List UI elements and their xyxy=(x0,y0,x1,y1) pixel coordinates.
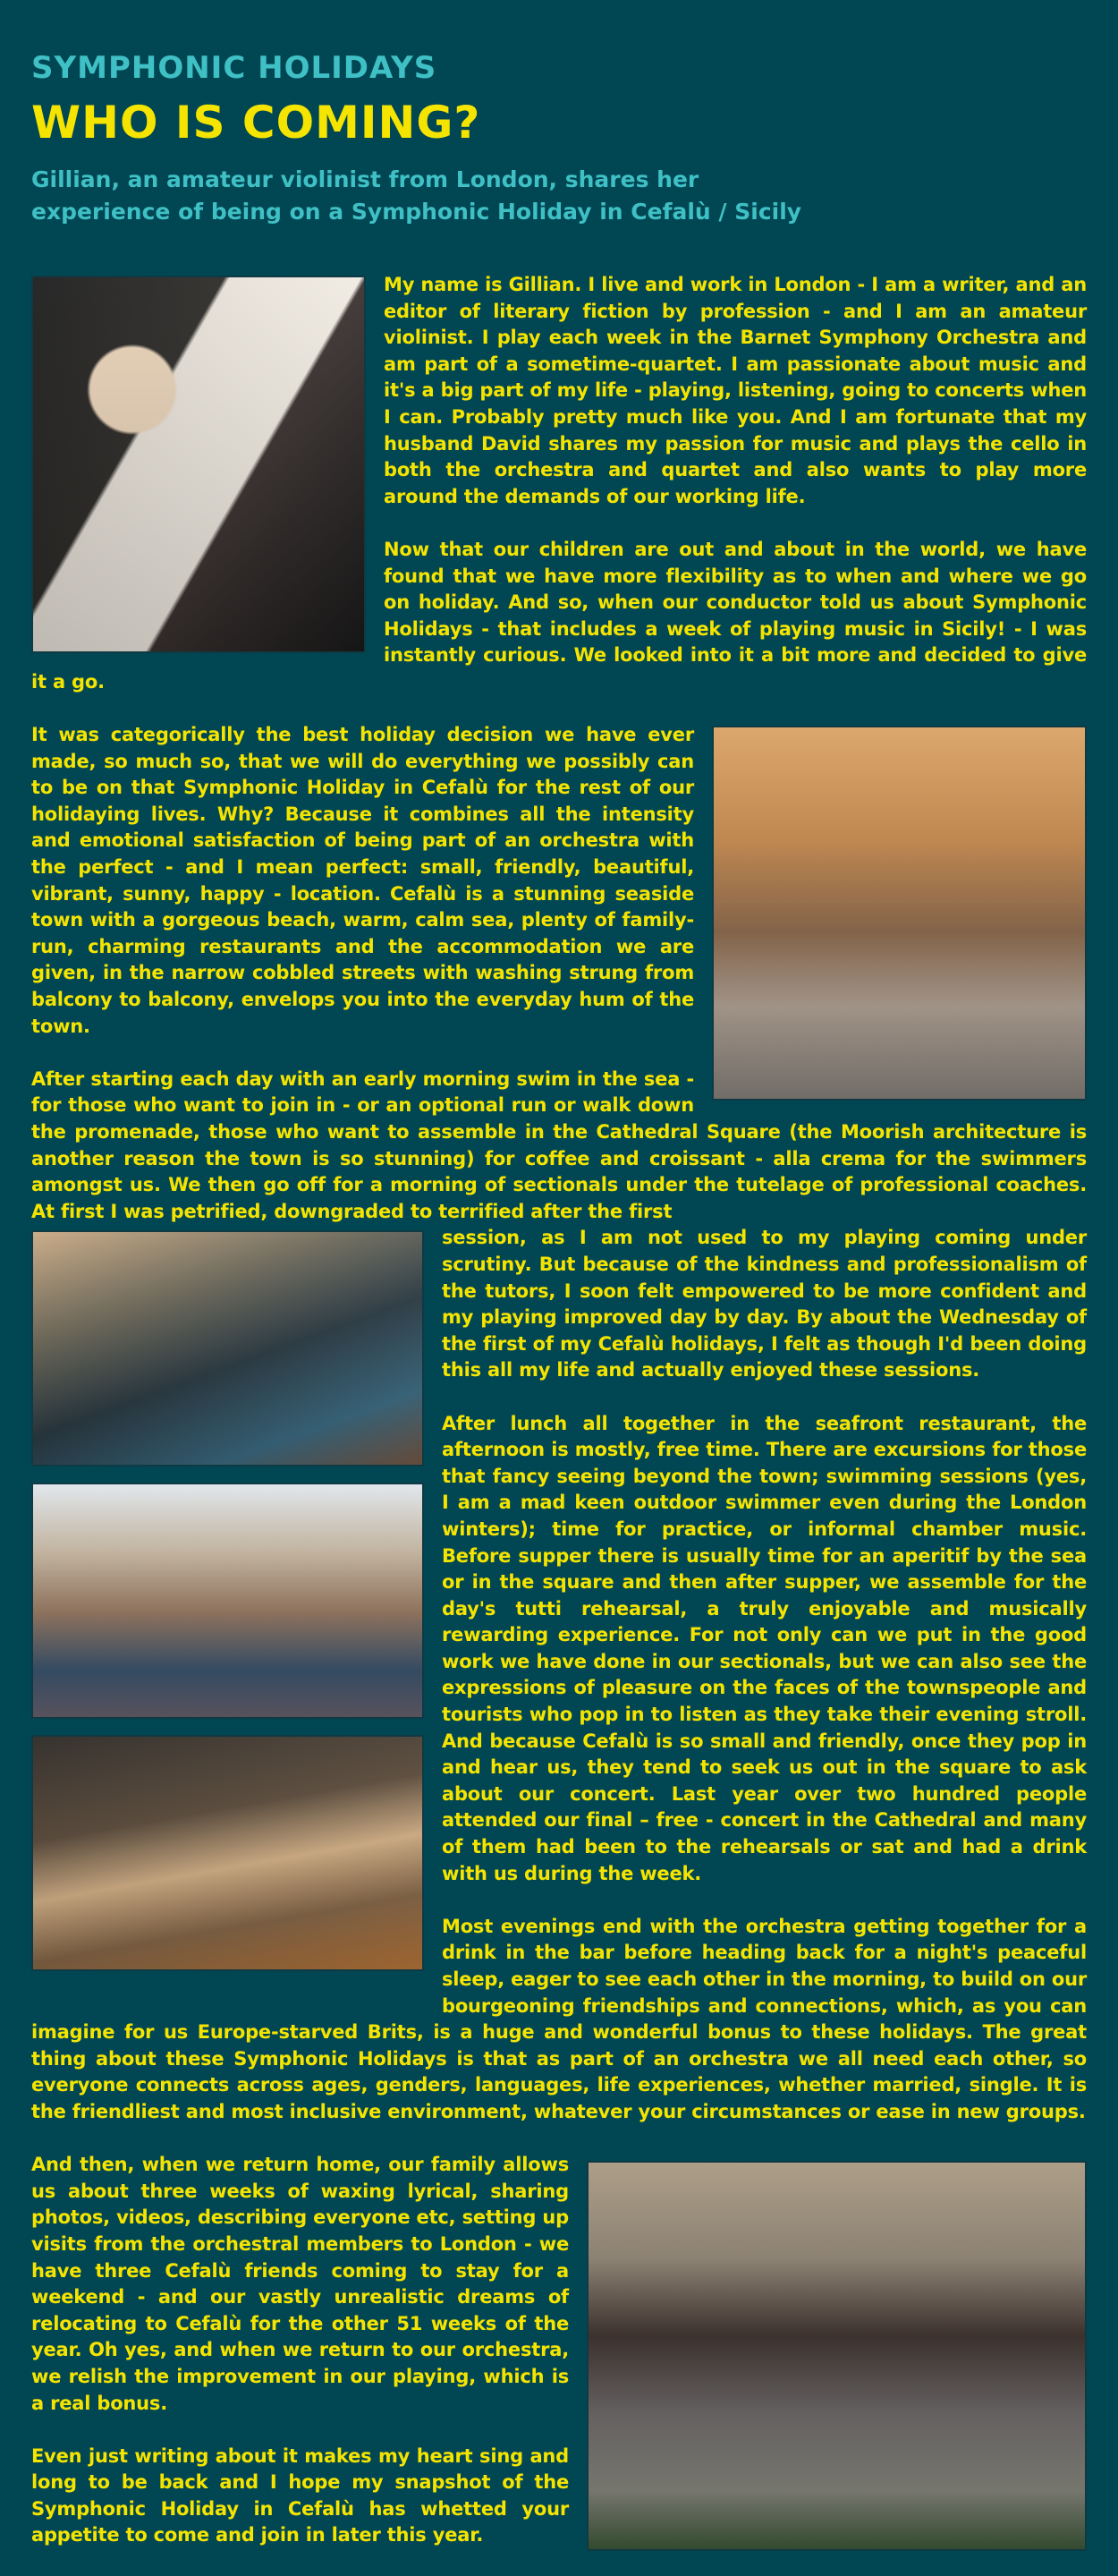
orchestra-members-at-cafe-photo xyxy=(31,1230,424,1467)
violinist-reading-music-photo xyxy=(31,276,366,653)
article-paragraph-6: Most evenings end with the orchestra getting together for a drink in the bar before heading back for a night's peaceful sleep, eager to see each other in the morning, to build on our bourgeoning friendships and connections, which, as you can imagine for us Europe-starved Brits, is a huge and wonderful bonus to these holidays. The great thing about these Symphonic Holidays is that as part of an orchestra we all need each other, so everyone connects across ages, genders, languages, life experiences, whether married, single. It is the friendliest and most inclusive environment, whatever your circumstances or ease in new groups. xyxy=(31,1915,1087,2122)
brand-kicker: SYMPHONIC HOLIDAYS xyxy=(31,50,437,86)
article-paragraph-7: And then, when we return home, our family allows us about three weeks of waxing lyrical, sharing photos, videos, describing everyone etc, setting up visits from the orchestral members to London - we have three Cefalù friends coming to stay for a weekend - and our vastly unrealistic dreams of relocating to Cefalù for the other 51 weeks of the year. Oh yes, and when we return to our orchestra, we relish the improvement in our playing, which is a real bonus. xyxy=(31,2154,569,2414)
evening-drinks-photo xyxy=(31,1735,424,1971)
article-body xyxy=(31,272,1087,2576)
article-paragraph-8: Even just writing about it makes my heart sing and long to be back and I hope my snapshot of the Symphonic Holiday in Cefalù has whetted your appetite to come and join in later this year. xyxy=(31,2444,569,2546)
orchestra-on-cathedral-steps-photo xyxy=(587,2161,1087,2551)
group-of-women-by-sea-photo xyxy=(31,1483,424,1719)
violinist-in-street-photo xyxy=(712,726,1087,1101)
article-paragraph-2: Now that our children are out and about in the world, we have found that we have more flexibility as to when and where we go on holiday. And so, when our conductor told us about Symphonic Holidays - that includes a week of playing music in Sicily! - I was instantly curious. We looked into it a bit more and decided to give it a go. xyxy=(31,538,1087,693)
article-paragraph-3: It was categorically the best holiday decision we have ever made, so much so, that we will do everything we possibly can to be on that Symphonic Holiday in Cefalù for the rest of our holidaying lives. Why? Because it combines all the intensity and emotional satisfaction of being part of an orchestra with the perfect - and I mean perfect: small, friendly, beautiful, vibrant, sunny, happy - location. Cefalù is a stunning seaside town with a gorgeous beach, warm, calm sea, plenty of family-run, charming restaurants and the accommodation we are given, in the narrow cobbled streets with washing strung from balcony to balcony, envelops you into the everyday hum of the town. xyxy=(31,724,694,1037)
page-subtitle: Gillian, an amateur violinist from London, shares her experience of being on a Symphonic Holiday in Cefalù / Sicily xyxy=(31,166,802,225)
article-paragraph-4-intro: After starting each day with an early morning swim in the sea - for those who want to join in - or an optional run or walk down the promenade, those who want to assemble in the Cathedral Square (the Moorish architecture is another reason the town is so stunning) for coffee and croissant - alla crema for the swimmers amongst us. We then go off for a morning of sectionals under the tutelage of professional coaches. At first I was petrified, downgraded to terrified after the first xyxy=(31,1067,1087,1222)
article-paragraph-5: After lunch all together in the seafront restaurant, the afternoon is mostly, free time. There are excursions for those that fancy seeing beyond the town; swimming sessions (yes, I am a mad keen outdoor swimmer even during the London winters); time for practice, or informal chamber music. Before supper there is usually time for an aperitif by the sea or in the square and then after supper, we assemble for the day's tutti rehearsal, a truly enjoyable and musically rewarding experience. For not only can we put in the good work we have done in our sectionals, but we can also see the expressions of pleasure on the faces of the townspeople and tourists who pop in to listen as they take their evening stroll. And because Cefalù is so small and friendly, once they pop in and hear us, they tend to seek us out in the square to ask about our concert. Last year over two hundred people attended our final – free - concert in the Cathedral and many of them had been to the rehearsals or sat and had a drink with us during the week. xyxy=(442,1412,1087,1884)
photo-column-left xyxy=(31,1230,424,1987)
article-paragraph-4: session, as I am not used to my playing coming under scrutiny. But because of the kindness and professionalism of the tutors, I soon felt empowered to be more confident and my playing improved day by day. By about the Wednesday of the first of my Cefalù holidays, I felt as though I'd been doing this all my life and actually enjoyed these sessions. xyxy=(442,1227,1087,1382)
page-title: WHO IS COMING? xyxy=(31,97,481,149)
article-paragraph-1: My name is Gillian. I live and work in London - I am a writer, and an editor of literary fiction by profession - and I am an amateur violinist. I play each week in the Barnet Symphony Orchestra and am part of a sometime-quartet. I am passionate about music and it's a big part of my life - playing, listening, going to concerts when I can. Probably pretty much like you. And I am fortunate that my husband David shares my passion for music and plays the cello in both the orchestra and quartet and also wants to play more around the demands of our working life. xyxy=(384,274,1087,507)
